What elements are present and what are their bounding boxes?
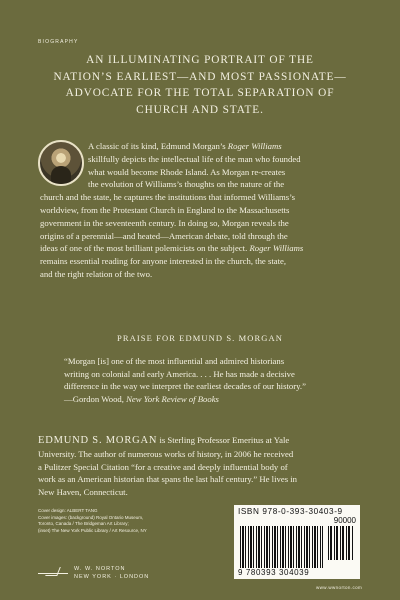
headline-line: ADVOCATE FOR THE TOTAL SEPARATION OF	[65, 87, 335, 99]
barcode-number: 9 780393 304039	[238, 568, 310, 577]
headline-line: NATION’S EARLIEST—AND MOST PASSIONATE—	[53, 70, 347, 83]
credit-line: (inset) The New York Public Library / Art Resource, NY	[38, 527, 147, 533]
summary-line: remains essential reading for anyone interested in the church, the state,	[40, 256, 287, 267]
barcode-panel	[234, 505, 360, 579]
bio-line: University. The author of numerous works of history, in 2006 he received	[38, 448, 294, 459]
credit-line: Cover design: ALBERT TANG	[38, 508, 98, 513]
summary-line	[40, 242, 366, 255]
publisher-logo-icon	[38, 565, 68, 583]
publisher-name	[74, 565, 149, 581]
credit-line: Cover images: (background) Royal Ontario Museum,	[38, 514, 144, 520]
summary-line: skillfully depicts the intellectual life of the man who founded	[88, 153, 301, 164]
praise-heading: PRAISE FOR EDMUND S. MORGAN	[117, 333, 283, 343]
quote-line: difference in the way we interpret the earliest decades of our history.”	[64, 381, 306, 392]
credit-line: Toronto, Canada / The Bridgeman Art Library;	[38, 521, 129, 526]
summary-line: church and the state, he captures the institutions that informed Williams’s	[40, 192, 295, 203]
publisher-line: W. W. NORTON	[74, 566, 126, 572]
summary-text	[40, 140, 366, 281]
attribution-publication: New York Review of Books	[126, 393, 219, 404]
headline-line: CHURCH AND STATE.	[136, 103, 264, 116]
author-bio	[38, 434, 364, 499]
isbn-label: ISBN 978-0-393-30403-9	[238, 507, 343, 516]
price-code: 90000	[333, 516, 356, 525]
quote-line: “Morgan [is] one of the most influential and admired historians	[64, 356, 285, 366]
cover-credits	[38, 508, 228, 534]
summary-text-span: ideas of one of the most brilliant polemicists on the subject.	[40, 243, 250, 254]
praise-quote	[64, 355, 340, 405]
bio-line: a Pulitzer Special Citation “for a creative and deeply influential body of	[38, 461, 288, 472]
headline-line: AN ILLUMINATING PORTRAIT OF THE	[86, 54, 314, 66]
bio-line: New Haven, Connecticut.	[38, 487, 128, 498]
barcode-image	[240, 526, 323, 568]
quote-attribution	[64, 393, 340, 406]
category-label: BIOGRAPHY	[38, 39, 79, 45]
summary-line	[40, 140, 366, 153]
summary-text-span: A classic of its kind, Edmund Morgan’s	[88, 141, 228, 151]
book-title-italic: Roger Williams	[227, 141, 282, 151]
summary-line: government in the seventeenth century. In doing so, Morgan reveals the	[40, 217, 289, 228]
quote-line: writing on colonial and early America. . . . He has made a decisive	[64, 368, 295, 379]
attribution-name: —Gordon Wood,	[64, 393, 127, 404]
bio-line	[38, 434, 364, 448]
publisher-website: www.wwnorton.com	[316, 585, 363, 590]
summary-line: the evolution of Williams’s thoughts on the nature of the	[88, 179, 285, 190]
author-name: EDMUND S. MORGAN	[38, 435, 158, 446]
summary-line: what would become Rhode Island. As Morgan re-creates	[88, 166, 286, 177]
bio-text-span: is Sterling Professor Emeritus at Yale	[157, 435, 290, 445]
headline	[30, 52, 370, 118]
price-barcode-image	[328, 526, 353, 560]
summary-line: and the right relation of the two.	[40, 268, 153, 279]
publisher-line: NEW YORK · LONDON	[74, 574, 150, 580]
summary-line: worldview, from the Protestant Church in England to the Massachusetts	[40, 204, 290, 215]
summary-line: origins of a perennial—and heated—American debate, told through the	[40, 230, 288, 241]
bio-line: work as an American historian that spans the last half century.” He lives in	[38, 474, 298, 485]
book-title-italic: Roger Williams	[249, 243, 304, 254]
